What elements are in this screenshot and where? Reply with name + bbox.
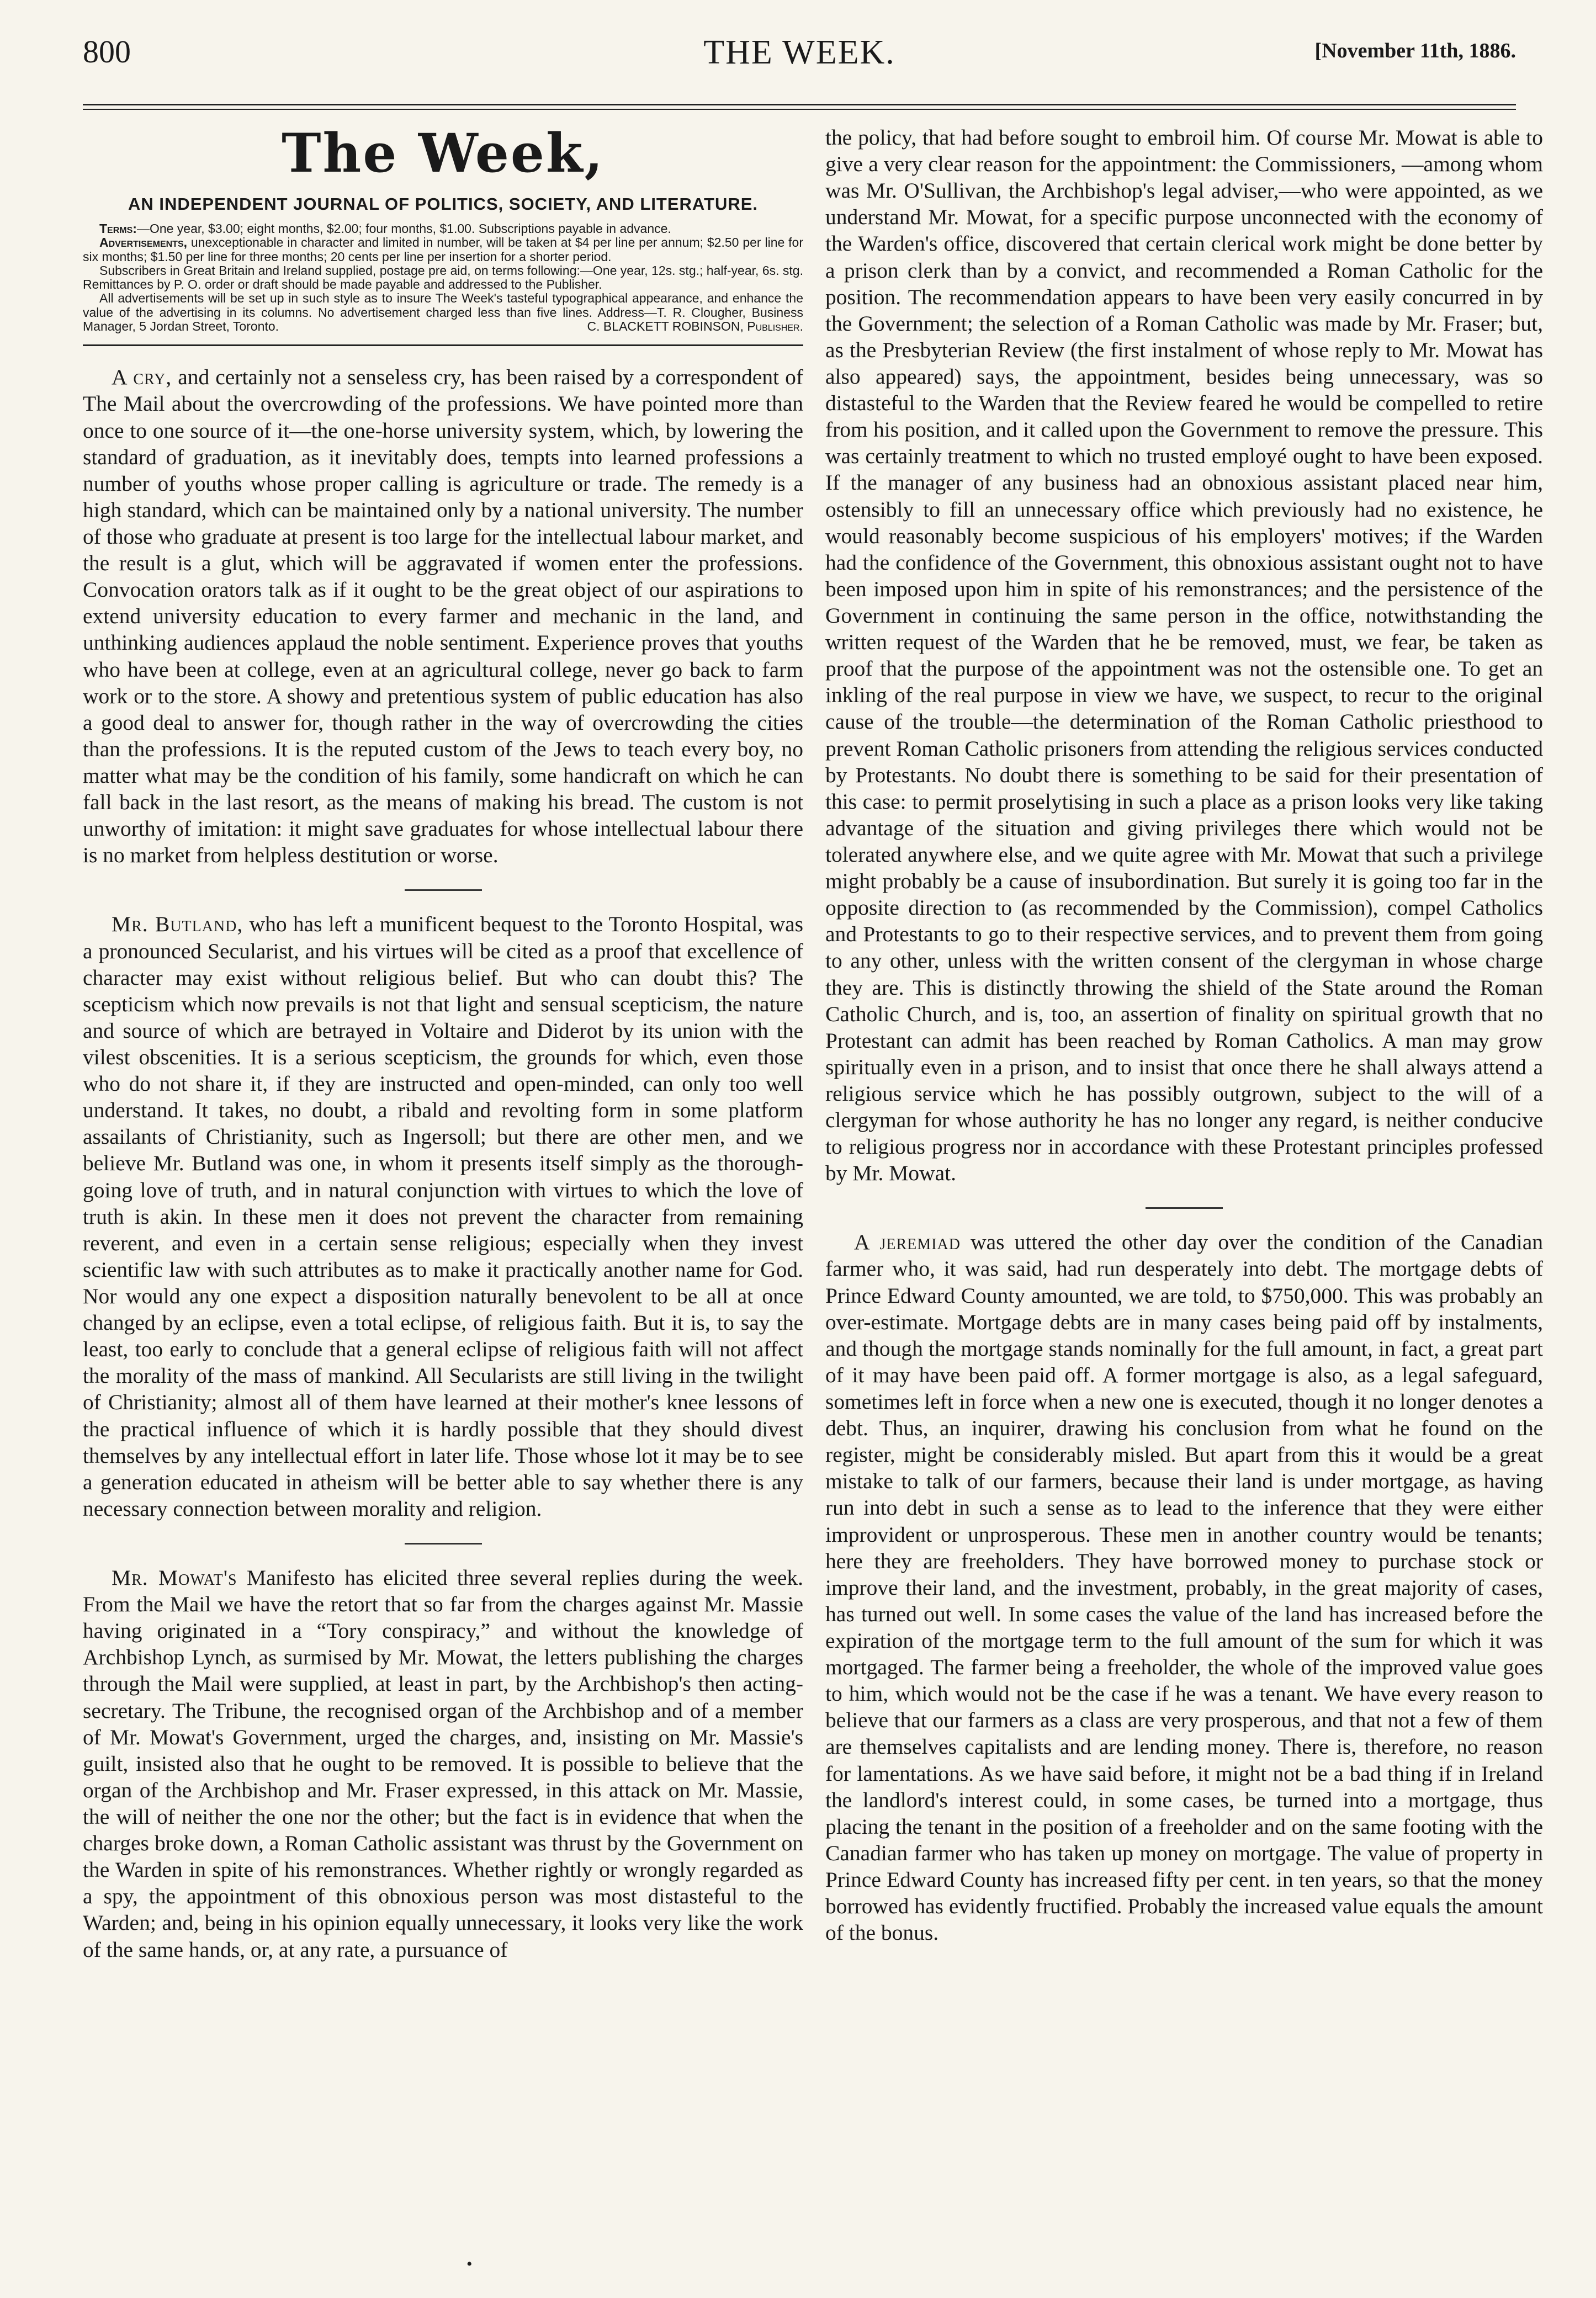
- publisher: C. BLACKETT ROBINSON, Publisher.: [587, 319, 803, 334]
- article-body: was uttered the other day over the condition of the Canadian farmer who, it was said, had run desperately into debt. The mortgage debts of Prince Edward County amounted, we are told, to $750,000. This was probably an over-estimate. Mortgage debts are in many cases being paid off by instalments, and though the mortgage stands nominally for the full amount, in fact, a great part of it may have been paid off. A former mortgage is also, as a legal safeguard, sometimes left in force when a new one is executed, though it no longer denotes a debt. Thus, an inquirer, drawing his conclusion from what he found on the register, might be considerably misled. But apart from this it would be a great mistake to talk of our farmers, because their land is under mortgage, as having run into debt in such a sense as to lead to the inference that they were either improvident or unprosperous. These men in another country would be tenants; here they are freeholders. They have borrowed money to purchase stock or improve their land, and the investment, probably, in the great majority of cases, has turned out well. In some cases the value of the land has increased before the expiration of the mortgage term to the full amount of the sum for which it was mortgaged. The farmer being a freeholder, the whole of the improved value goes to him, which would not be the case if he was a tenant. We have every reason to believe that our farmers as a class are very prosperous, and that not a few of them are themselves capitalists and are lending money. There is, therefore, no reason for lamentations. As we have said before, it might not be a bad thing if in Ireland the landlord's interest could, in some cases, be turned into a mortgage, thus placing the tenant in the position of a freeholder and on the same footing with the Canadian farmer who has taken up money on mortgage. The value of property in Prince Edward County has increased fifty per cent. in ten years, so that the money borrowed has evidently fructified. Probably the increased value equals the amount of the bonus.: [825, 1230, 1543, 1945]
- running-head: [83, 33, 1516, 83]
- left-column-text: [83, 364, 803, 1962]
- page-title: THE WEEK.: [703, 34, 895, 71]
- masthead-rule: [83, 344, 803, 346]
- article-butland: [83, 911, 803, 1522]
- article-lead: Mr. Mowat's: [112, 1565, 237, 1590]
- article-separator: [1146, 1207, 1223, 1209]
- terms-text: —One year, $3.00; eight months, $2.00; four months, $1.00. Subscriptions payable in advance.: [136, 221, 671, 236]
- masthead-subtitle: AN INDEPENDENT JOURNAL OF POLITICS, SOCIETY, AND LITERATURE.: [128, 194, 759, 214]
- subscribers-text: Subscribers in Great Britain and Ireland supplied, postage pre aid, on terms following:—One year, 12s. stg.; half-year, 6s. stg. Remittances by P. O. order or draft should be made payable and addressed to the Publisher.: [83, 263, 803, 292]
- article-lead: A cry,: [112, 365, 172, 390]
- article-separator: [405, 1543, 482, 1545]
- article-mowat-continued: the policy, that had before sought to embroil him. Of course Mr. Mowat is able to give a very clear reason for the appointment: the Commissioners, —among whom was Mr. O'Sullivan, the Archbishop's legal adviser,—who were appointed, as we understand Mr. Mowat, for a specific purpose unconnected with the economy of the Warden's office, discovered that certain clerical work might be done better by a prison clerk than by a convict, and recommended a Roman Catholic for the position. The recommendation appears to have been very easily concurred in by the Government; the selection of a Roman Catholic was made by Mr. Fraser; but, as the Presbyterian Review (the first instalment of whose reply to Mr. Mowat has also appeared) says, the appointment, besides being unnecessary, was so distasteful to the Warden that the Review feared he would be compelled to retire from his position, and it called upon the Government to remove the pressure. This was certainly treatment to which no trusted employé ought to have been exposed. If the manager of any business had an obnoxious assistant placed near him, ostensibly to fill an unnecessary office which previously had no existence, he would reasonably become suspicious of his employers' motives; if the Warden had the confidence of the Government, this obnoxious assistant ought not to have been imposed upon him in spite of his remonstrances; and the persistence of the Government in continuing the same person in the office, notwithstanding the written request of the Warden that he be removed, must, we fear, be taken as proof that the purpose of the appointment was not the ostensible one. To get an inkling of the real purpose in view we have, we suspect, to recur to the original cause of the trouble—the determination of the Roman Catholic priesthood to prevent Roman Catholic prisoners from attending the religious services conducted by Protestants. No doubt there is something to be said for their presentation of this case: to permit proselytising in such a place as a prison looks very like taking advantage of the situation and giving privileges there which would not be tolerated anywhere else, and we quite agree with Mr. Mowat that such a privilege might probably be a cause of insubordination. But surely it is going too far in the opposite direction to (as recommended by the Commission), compel Catholics and Protestants to go to their respective services, and to prevent them from going to any other, unless with the written consent of the clergyman in whose charge they are. This is distinctly throwing the shield of the State around the Roman Catholic Church, and is, too, an assertion of finality on spiritual growth that no Protestant can admit has been reached by Roman Catholics. A man may grow spiritually even in a prison, and to insist that once there he shall always attend a religious service which he has possibly outgrown, subject to the will of a clergyman for whose authority he has no longer any regard, is neither conducive to religious progress nor in accordance with these Protestant principles professed by Mr. Mowat.: [825, 125, 1543, 1186]
- article-body: who has left a munificent bequest to the Toronto Hospital, was a pronounced Secularist, and his virtues will be cited as a proof that excellence of character may exist without religious belief. But who can doubt this? The scepticism which now prevails is not that light and sensual scepticism, the nature and source of which are betrayed in Voltaire and Diderot by its union with the vilest obscenities. It is a serious scepticism, the grounds for which, even those who do not share it, if they are instructed and open-minded, can only too well understand. It takes, no doubt, a ribald and revolting form in some platform assailants of Christianity, such as Ingersoll; but there are other men, and we believe Mr. Butland was one, in whom it presents itself simply as the thorough-going love of truth, and in natural conjunction with virtues to which the love of truth is akin. In these men it does not prevent the character from remaining reverent, and even in a certain sense religious; especially when they invest scientific law with such attributes as to make it practically another name for God. Nor would any one expect a disposition naturally benevolent to be all at once changed by an eclipse, even a total eclipse, of religious faith. But it is, to say the least, too early to conclude that a general eclipse of religious faith will not affect the morality of the mass of mankind. All Secularists are still living in the twilight of Christianity; almost all of them have learned at their mother's knee lessons of the practical influence of which it is hardly possible that they should divest themselves by any intellectual effort in later life. Those whose lot it may be to see a generation educated in atheism will be better able to say whether there is any necessary connection between morality and religion.: [83, 912, 804, 1521]
- article-lead: A jeremiad: [854, 1230, 961, 1255]
- left-column: [83, 124, 803, 1963]
- article-body: and certainly not a senseless cry, has been raised by a correspondent of The Mail about the overcrowding of the professions. We have pointed more than once to one source of it—the one-horse university system, which, by lowering the standard of graduation, as it inevitably does, tempts into learned professions a number of youths whose proper calling is agriculture or trade. The remedy is a high standard, which can be maintained only by a national university. The number of those who graduate at present is too large for the intellectual labour market, and the result is a glut, which will be aggravated if women enter the professions. Convocation orators talk as if it ought to be the great object of our aspirations to extend university education to every farmer and mechanic in the land, and unthinking audiences applaud the noble sentiment. Experience proves that youths who have been at college, even at an agricultural college, never go back to farm work or to the store. A showy and pretentious system of public education has also a good deal to answer for, though rather in the way of overcrowding the cities than the professions. It is the reputed custom of the Jews to teach every boy, no matter what may be the condition of his family, some handicraft on which he can fall back in the last resort, as the means of making his bread. The custom is not unworthy of imitation: it might save graduates for whose intellectual labour there is no market from helpless destitution or worse.: [83, 365, 803, 868]
- article-body: Manifesto has elicited three several replies during the week. From the Mail we have the retort that so far from the charges against Mr. Massie having originated in a “Tory conspiracy,” and without the knowledge of Archbishop Lynch, as surmised by Mr. Mowat, the letters publishing the charges through the Mail were supplied, at least in part, by the Archbishop's then acting-secretary. The Tribune, the recognised organ of the Archbishop and of a member of Mr. Mowat's Government, urged the charges, and, insisting on Mr. Massie's guilt, insisted also that he ought to be removed. It is possible to believe that the organ of the Archbishop and Mr. Fraser expressed, in this attack on Mr. Massie, the will of neither the one nor the other; but the fact is in evidence that when the charges broke down, a Roman Catholic assistant was thrust by the Government on the Warden in spite of his remonstrances. Whether rightly or wrongly regarded as a spy, the appointment of this obnoxious person was most distasteful to the Warden; and, being in his opinion equally unnecessary, it looks very like the work of the same hands, or, at any rate, a pursuance of: [83, 1565, 804, 1962]
- ads-label: Advertisements,: [99, 235, 188, 250]
- header-rule: [83, 104, 1516, 110]
- masthead: [83, 122, 804, 346]
- masthead-title: The Week,: [282, 122, 605, 184]
- right-column-text: [825, 124, 1543, 1946]
- all-ads-text: All advertisements will be set up in such style as to insure The Week's tasteful typographical appearance, and enhance the value of the advertising in its columns. No advertisement charged less than five lines. Address—T. R. Clougher, Business Manager, 5 Jordan Street, Toronto. C. BLACKETT ROBINSON, Publisher.: [83, 291, 803, 334]
- page-number: 800: [83, 34, 131, 70]
- footer-mark: •: [466, 2255, 473, 2273]
- right-column: [825, 124, 1543, 1946]
- article-mowat: [83, 1564, 803, 1963]
- article-separator: [405, 889, 482, 891]
- article-lead: Mr. Butland,: [112, 912, 243, 937]
- article-jeremiad: [825, 1229, 1543, 1946]
- article-cry: [83, 364, 803, 868]
- ads-text: unexceptionable in character and limited in number, will be taken at $4 per line per annum; $2.50 per line for six months; $1.50 per line for three months; 20 cents per line per insertion for a shorter period.: [83, 235, 804, 264]
- issue-date: [November 11th, 1886.: [1314, 39, 1516, 62]
- subscription-terms: [83, 222, 803, 333]
- terms-label: Terms:: [99, 221, 137, 236]
